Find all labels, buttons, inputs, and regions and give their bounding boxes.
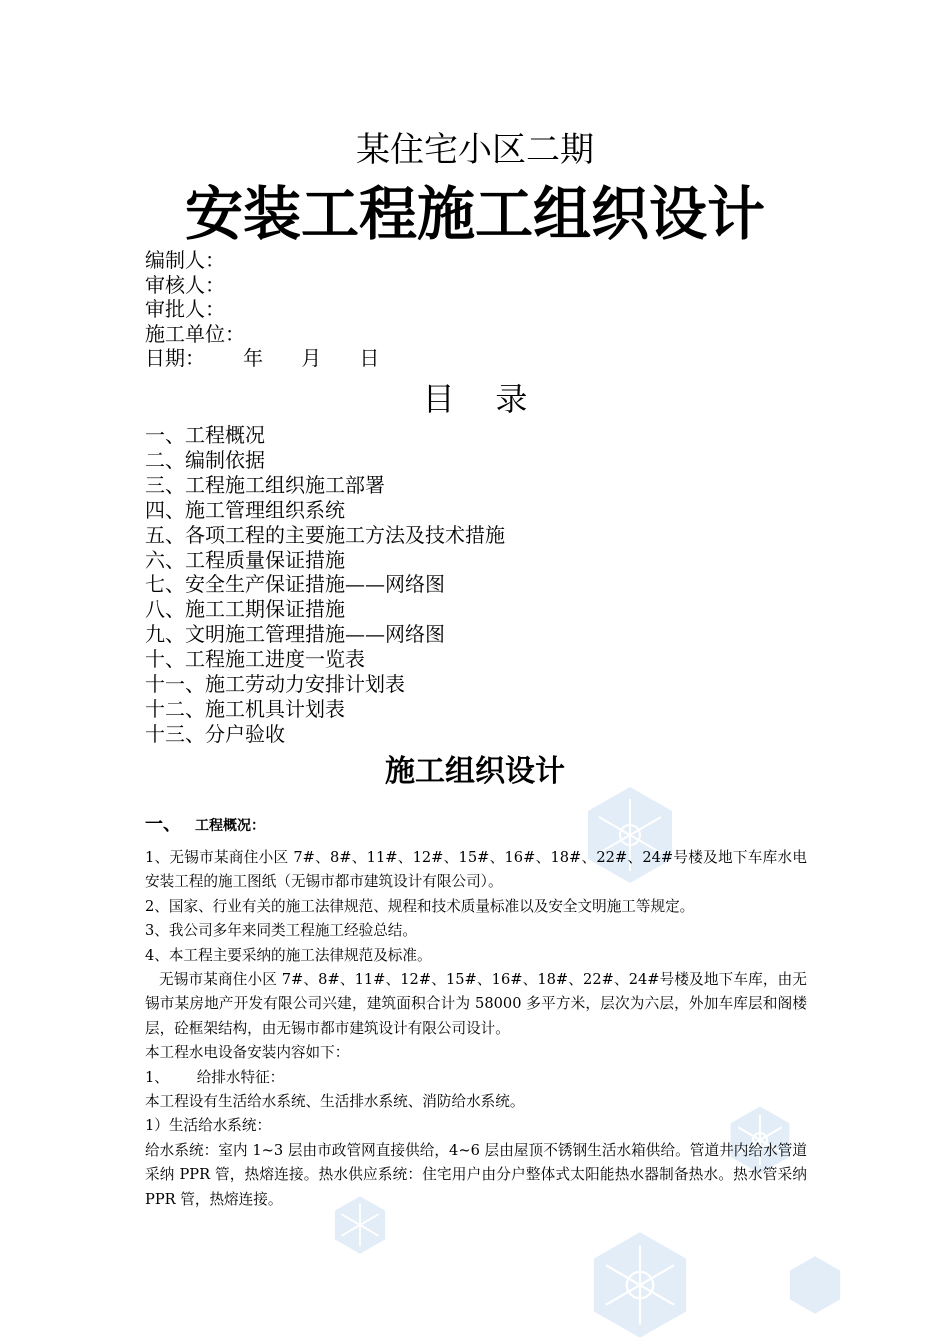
- toc-item: 二、编制依据: [145, 447, 265, 472]
- section-heading-number: 一、: [145, 814, 181, 835]
- paragraph: 4、本工程主要采纳的施工法律规范及标准。: [145, 946, 432, 964]
- paragraph: 给水系统：室内 1~3 层由市政管网直接供给，4~6 层由屋顶不锈钢生活水箱供给。管道井内给水管道采纳 PPR 管，热熔连接。热水供应系统：住宅用户由分户整体式太阳能热水器制备热水。热水管采纳 PPR 管，热熔连接。: [145, 1141, 807, 1208]
- paragraph: 3、我公司多年来同类工程施工经验总结。: [145, 922, 417, 940]
- meta-reviewer: 审核人：: [145, 272, 225, 297]
- paragraph: 1、 给排水特征：: [145, 1068, 285, 1086]
- toc-list: [145, 423, 505, 747]
- paragraph: 1）生活给水系统：: [145, 1117, 272, 1135]
- paragraph: 本工程设有生活给水系统、生活排水系统、消防给水系统。: [145, 1093, 525, 1111]
- toc-item: 六、工程质量保证措施: [145, 547, 345, 572]
- toc-item: 十二、施工机具计划表: [145, 696, 345, 721]
- toc-item: 三、工程施工组织施工部署: [145, 472, 385, 497]
- toc-item: 七、安全生产保证措施——网络图: [145, 572, 445, 597]
- toc-item: 一、工程概况: [145, 423, 265, 447]
- meta-unit: 施工单位：: [145, 321, 245, 346]
- section-heading: [145, 812, 265, 839]
- snowflake-watermark-5: [785, 1255, 845, 1315]
- meta-compiler: 编制人：: [145, 248, 225, 272]
- paragraph: 1、无锡市某商住小区 7#、8#、11#、12#、15#、16#、18#、22#、24#号楼及地下车库水电安装工程的施工图纸（无锡市都市建筑设计有限公司）。: [145, 849, 807, 891]
- meta-approver: 审批人：: [145, 297, 225, 322]
- toc-item: 九、文明施工管理措施——网络图: [145, 622, 445, 647]
- toc-item: 四、施工管理组织系统: [145, 497, 345, 522]
- section-heading-text: 工程概况：: [195, 818, 265, 834]
- toc-item: 十、工程施工进度一览表: [145, 647, 365, 672]
- toc-item: 八、施工工期保证措施: [145, 597, 345, 622]
- toc-item: 十一、施工劳动力安排计划表: [145, 672, 405, 697]
- section-body: [145, 846, 807, 1212]
- toc-item: 五、各项工程的主要施工方法及技术措施: [145, 522, 505, 547]
- cover-subtitle: 某住宅小区二期: [356, 130, 594, 170]
- toc-item: 十三、分户验收: [145, 721, 285, 746]
- meta-block: [145, 248, 379, 371]
- snowflake-watermark-4: [585, 1230, 695, 1340]
- meta-date: 日期： 年 月 日: [145, 346, 380, 371]
- toc-title: 目 录: [422, 380, 528, 418]
- paragraph: 本工程水电设备安装内容如下：: [145, 1044, 350, 1062]
- cover-title: 安装工程施工组织设计: [184, 180, 765, 248]
- section-title: 施工组织设计: [385, 754, 565, 789]
- paragraph: 无锡市某商住小区 7#、8#、11#、12#、15#、16#、18#、22#、24#号楼及地下车库，由无锡市某房地产开发有限公司兴建，建筑面积合计为 58000 多平方米，层次为六层，外加车库层和阁楼层，砼框架结构，由无锡市都市建筑设计有限公司设计。: [145, 971, 807, 1037]
- paragraph: 2、国家、行业有关的施工法律规范、规程和技术质量标准以及安全文明施工等规定。: [145, 897, 695, 915]
